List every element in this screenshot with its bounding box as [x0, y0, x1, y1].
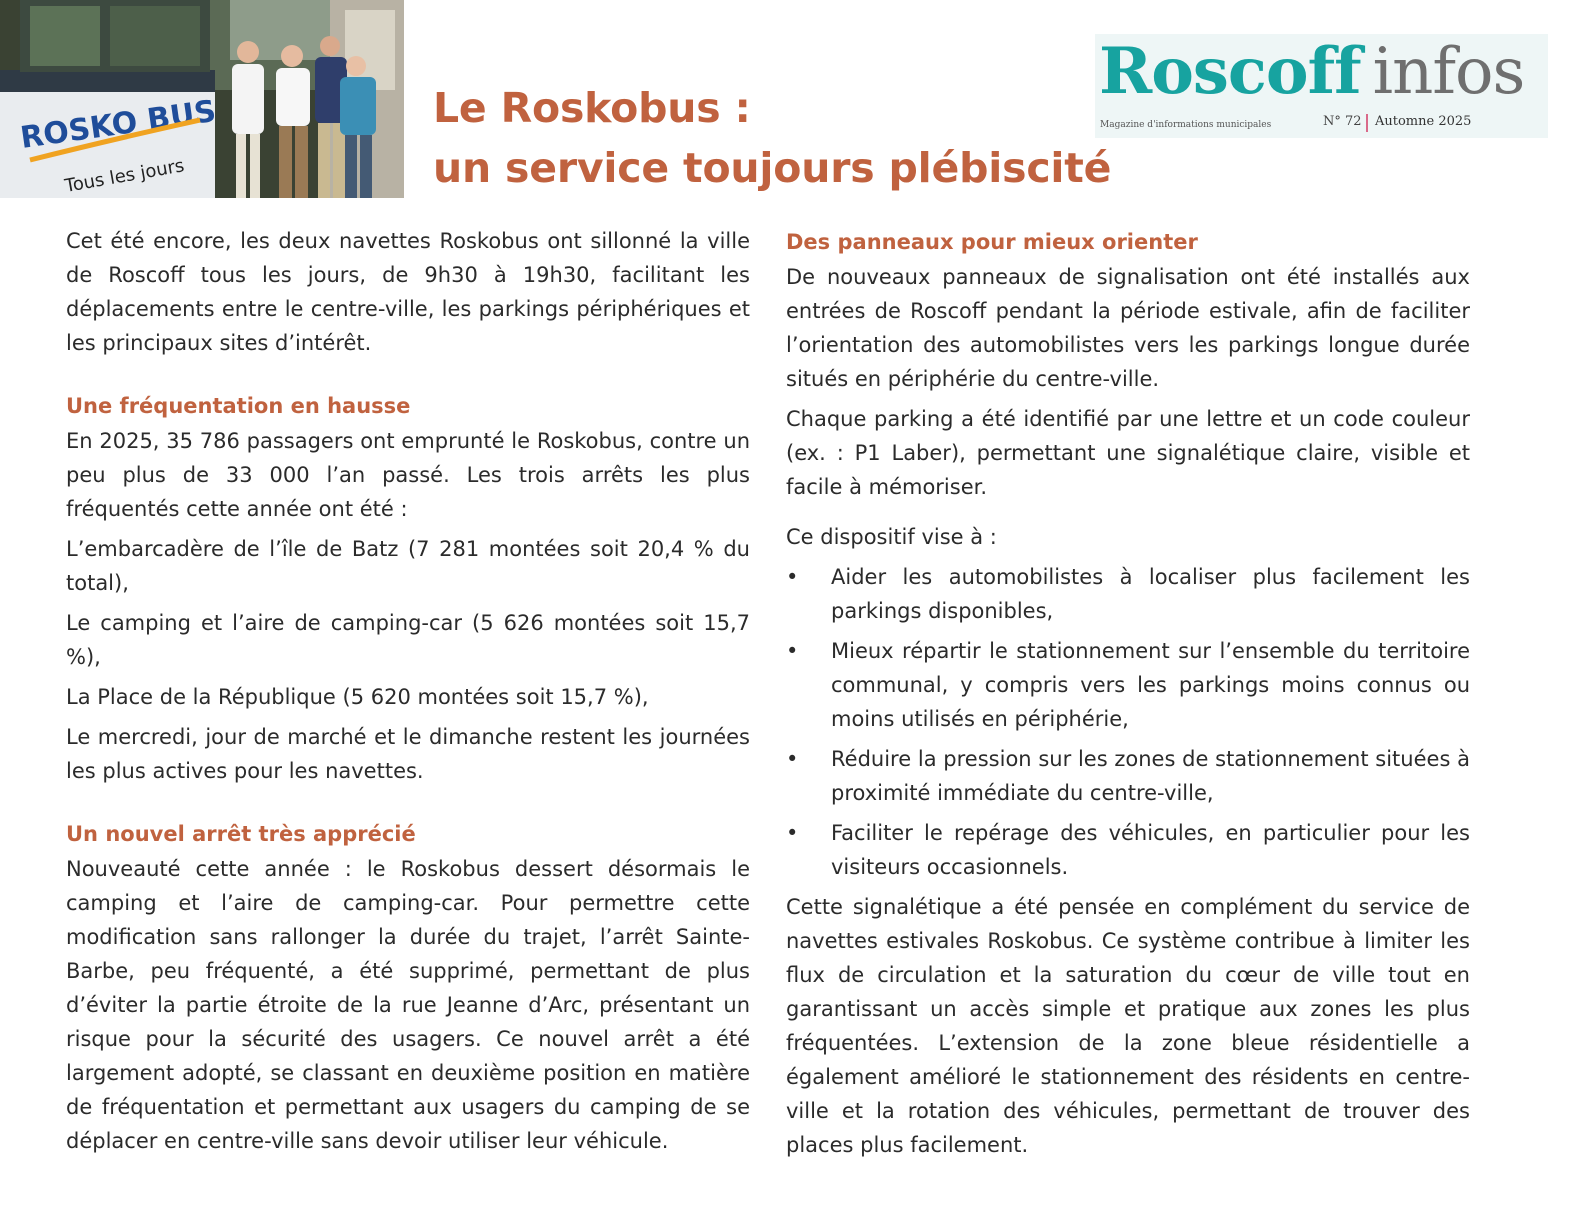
bus-photo-illustration	[0, 0, 404, 198]
panneaux-paragraph-2: Chaque parking a été identifié par une lettre et un code couleur (ex. : P1 Laber), permettant une signalétique claire, visible et facile à mémoriser.	[786, 407, 1470, 499]
bullet-icon: •	[786, 639, 799, 663]
masthead-logo	[1099, 32, 1524, 112]
frequentation-paragraph-5: Le mercredi, jour de marché et le dimanche restent les journées les plus actives pour les navettes.	[66, 725, 750, 783]
list-item	[786, 560, 1470, 628]
page-title-line-2: un service toujours plébiscité	[433, 144, 1112, 192]
frequentation-paragraph-4: La Place de la République (5 620 montées soit 15,7 %),	[66, 685, 649, 709]
header-photo	[0, 0, 404, 198]
list-item-text: Réduire la pression sur les zones de stationnement situées à proximité immédiate du centre-ville,	[831, 747, 1470, 805]
masthead-separator	[1366, 114, 1368, 132]
left-column	[66, 224, 750, 1158]
section-heading-frequentation: Une fréquentation en hausse	[66, 394, 411, 418]
list-item-text: Aider les automobilistes à localiser plus facilement les parkings disponibles,	[831, 565, 1470, 623]
frequentation-paragraph-2: L’embarcadère de l’île de Batz (7 281 montées soit 20,4 % du total),	[66, 537, 750, 595]
list-item	[786, 816, 1470, 884]
list-item	[786, 634, 1470, 736]
nouvel-arret-paragraph: Nouveauté cette année : le Roskobus dessert désormais le camping et l’aire de camping-car. Pour permettre cette modification sans rallonger la durée du trajet, l’arrêt Sainte-Barbe, peu fréquenté, a été supprimé, permettant de plus d’éviter la partie étroite de la rue Jeanne d’Arc, présentant un risque pour la sécurité des usagers. Ce nouvel arrêt a été largement adopté, se classant en deuxième position en matière de fréquentation et permettant aux usagers du camping de se déplacer en centre-ville sans devoir utiliser leur véhicule.	[66, 857, 750, 1153]
frequentation-paragraph-3: Le camping et l’aire de camping-car (5 626 montées soit 15,7 %),	[66, 611, 750, 669]
list-item	[786, 742, 1470, 810]
masthead-season: Automne 2025	[1375, 114, 1472, 129]
panneaux-paragraph-3: Ce dispositif vise à :	[786, 525, 997, 549]
objectives-list	[786, 560, 1470, 884]
intro-paragraph: Cet été encore, les deux navettes Roskobus ont sillonné la ville de Roscoff tous les jours, de 9h30 à 19h30, facilitant les déplacements entre le centre-ville, les parkings périphériques et les principaux sites d’intérêt.	[66, 229, 750, 355]
bus-brand-text: ROSKO BUS	[18, 93, 219, 156]
bullet-icon: •	[786, 747, 799, 771]
panneaux-paragraph-1: De nouveaux panneaux de signalisation ont été installés aux entrées de Roscoff pendant la période estivale, afin de faciliter l’orientation des automobilistes vers les parkings longue durée situés en périphérie du centre-ville.	[786, 265, 1470, 391]
bus-side-text: Tous les jours	[63, 155, 186, 197]
section-heading-panneaux: Des panneaux pour mieux orienter	[786, 230, 1198, 254]
panneaux-paragraph-4: Cette signalétique a été pensée en complément du service de navettes estivales Roskobus. Ce système contribue à limiter les flux de circulation et la saturation du cœur de ville tout en garantissant un accès simple et pratique aux zones les plus fréquentées. L’extension de la zone bleue résidentielle a également amélioré le stationnement des résidents en centre-ville et la rotation des véhicules, permettant de trouver des places plus facilement.	[786, 895, 1470, 1157]
masthead	[1095, 34, 1548, 138]
masthead-brand: Roscoff	[1099, 34, 1361, 109]
right-column	[786, 224, 1470, 1162]
bullet-icon: •	[786, 565, 799, 589]
frequentation-paragraph-1: En 2025, 35 786 passagers ont emprunté le Roskobus, contre un peu plus de 33 000 l’an passé. Les trois arrêts les plus fréquentés cette année ont été :	[66, 429, 750, 521]
list-item-text: Faciliter le repérage des véhicules, en particulier pour les visiteurs occasionnels.	[831, 821, 1470, 879]
masthead-tagline: Magazine d'informations municipales	[1100, 120, 1272, 130]
section-heading-nouvel-arret: Un nouvel arrêt très apprécié	[66, 822, 416, 846]
list-item-text: Mieux répartir le stationnement sur l’ensemble du territoire communal, y compris vers les parkings moins connus ou moins utilisés en périphérie,	[831, 639, 1470, 731]
bullet-icon: •	[786, 821, 799, 845]
page-title	[433, 78, 1111, 198]
masthead-brand-suffix: infos	[1372, 35, 1525, 109]
masthead-issue-number: N° 72	[1323, 114, 1362, 129]
page-title-line-1: Le Roskobus :	[433, 84, 751, 132]
